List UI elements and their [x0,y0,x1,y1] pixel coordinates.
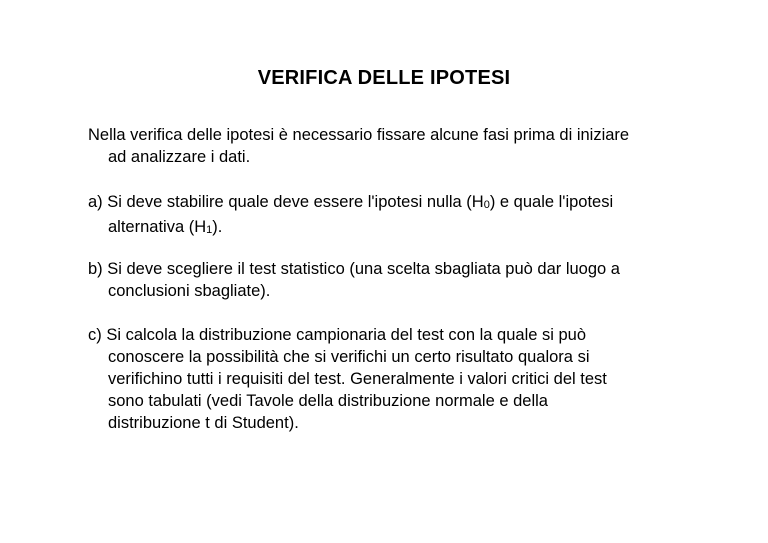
item-c-line-4: sono tabulati (vedi Tavole della distribuzione normale e della [108,392,548,410]
h0-subscript: 0 [483,199,490,211]
item-c-line-2: conoscere la possibilità che si verifichi un certo risultato qualora si [108,348,590,366]
h1-subscript: 1 [206,224,213,236]
item-a-line-1 [88,191,708,216]
intro-line-2: ad analizzare i dati. [108,148,251,166]
item-b-line-1: b) Si deve scegliere il test statistico (una scelta sbagliata può dar luogo a [88,260,620,278]
item-a-line-1-prefix: a) Si deve stabilire quale deve essere l'ipotesi nulla (H [88,193,484,211]
item-c-line-3: verifichino tutti i requisiti del test. Generalmente i valori critici del test [108,370,607,388]
item-c-line-1: c) Si calcola la distribuzione campionaria del test con la quale si può [88,326,587,344]
intro-line-1: Nella verifica delle ipotesi è necessario fissare alcune fasi prima di iniziare [88,126,630,144]
item-a-line-2-suffix: ). [212,218,223,236]
item-a-line-2 [88,216,708,241]
item-b-paragraph [88,258,708,302]
item-a-line-2-prefix: alternativa (H [108,218,207,236]
intro-paragraph [88,124,708,168]
item-c-line-5: distribuzione t di Student). [108,414,299,432]
item-a-paragraph [88,191,708,241]
item-c-paragraph [88,324,708,434]
item-a-line-1-suffix: ) e quale l'ipotesi [489,193,614,211]
item-b-line-2: conclusioni sbagliate). [108,282,271,300]
page-title: VERIFICA DELLE IPOTESI [257,67,511,89]
